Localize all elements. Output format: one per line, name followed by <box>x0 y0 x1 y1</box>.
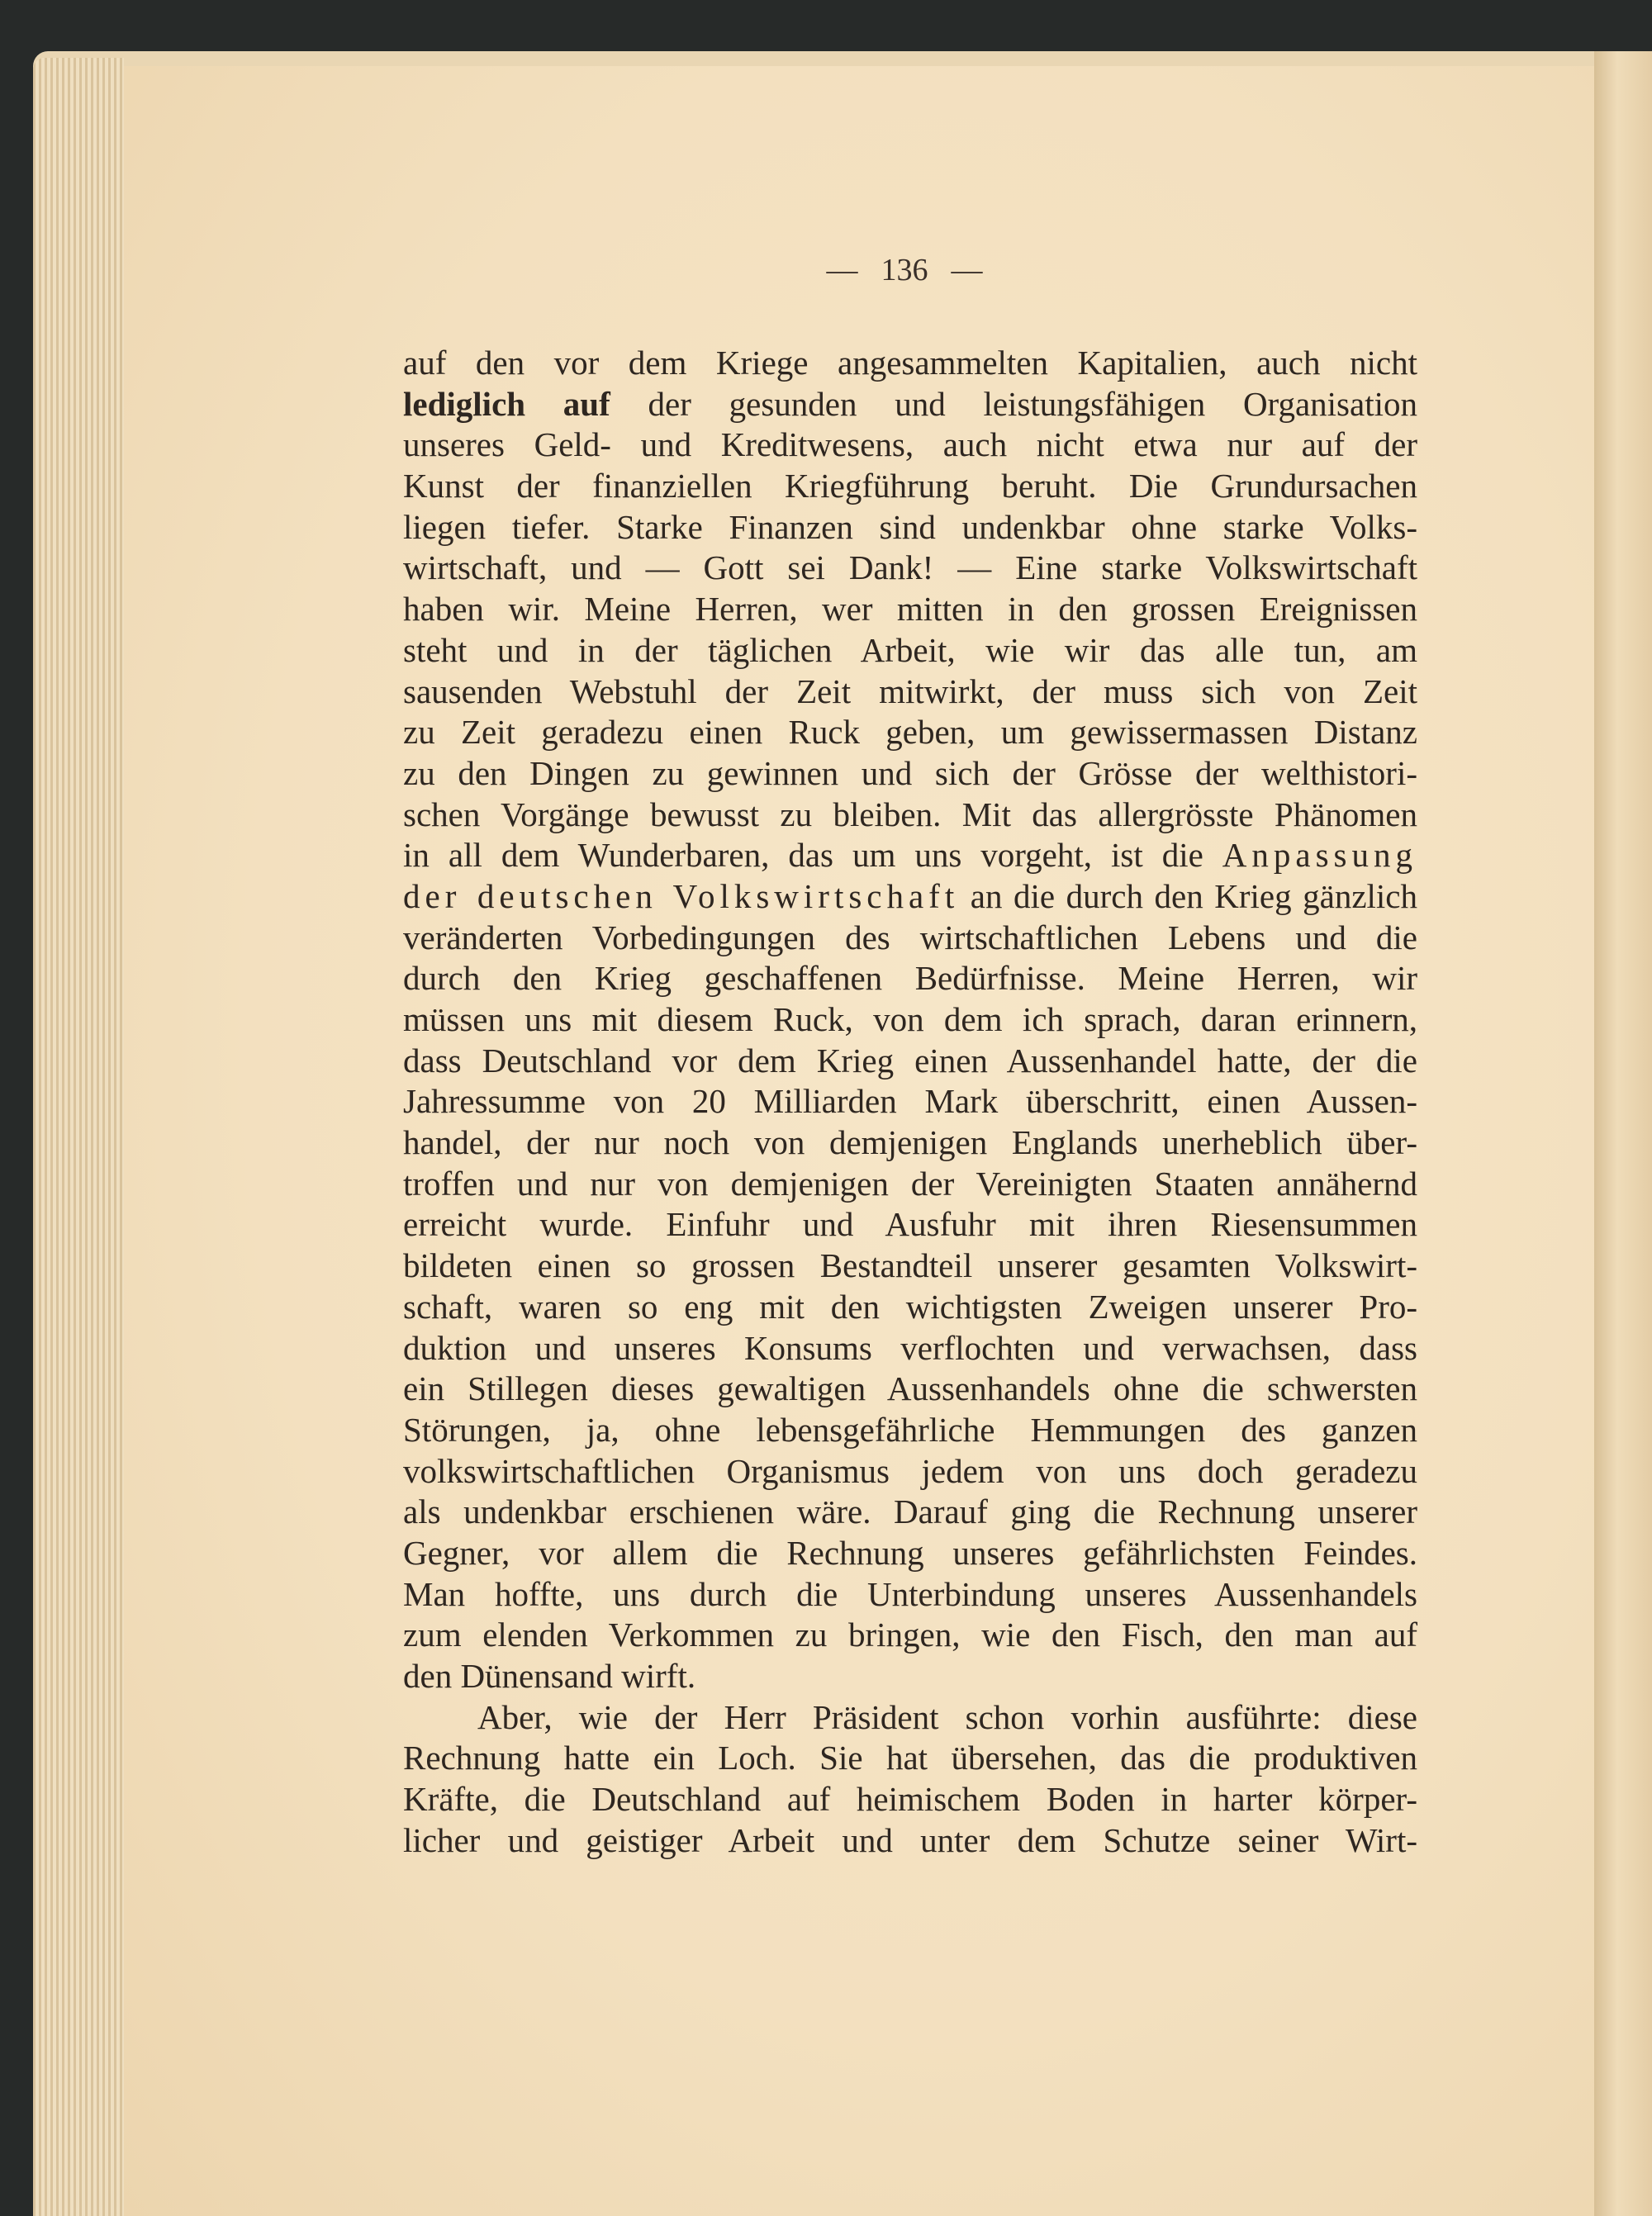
text-line <box>403 630 1417 671</box>
line-text: Man hoffte, uns durch die Unterbindung unseres Aussenhandels <box>403 1574 1417 1613</box>
line-text: Rechnung hatte ein Loch. Sie hat übersehen, das die produktiven <box>403 1739 1417 1777</box>
body-text <box>403 343 1417 1861</box>
line-text: an die durch den Krieg gänzlich <box>959 876 1417 915</box>
spaced-emphasis-text: Anpassung <box>1222 836 1417 875</box>
text-line <box>403 753 1417 795</box>
line-text: auf den vor dem Kriege angesammelten Kapitalien, auch nicht <box>403 344 1417 382</box>
line-text: Aber, wie der Herr Präsident schon vorhin ausführte: diese <box>477 1697 1417 1736</box>
line-text: in all dem Wunderbaren, das um uns vorgeht, ist die <box>403 836 1222 875</box>
text-line <box>403 1492 1417 1533</box>
text-line <box>403 999 1417 1041</box>
line-text: als undenkbar erschienen wäre. Darauf ging die Rechnung unserer <box>403 1492 1417 1531</box>
text-line <box>403 343 1417 384</box>
spaced-emphasis-text: der deutschen Volkswirtschaft <box>403 876 960 915</box>
text-line <box>403 1656 1417 1697</box>
text-line <box>403 1041 1417 1082</box>
line-text: steht und in der täglichen Arbeit, wie wir das alle tun, am <box>403 630 1417 669</box>
page-number: 136 <box>881 253 928 287</box>
line-text: sausenden Webstuhl der Zeit mitwirkt, der muss sich von Zeit <box>403 671 1417 710</box>
line-text: zu den Dingen zu gewinnen und sich der Grösse der welthistori- <box>403 753 1417 792</box>
text-line <box>403 589 1417 630</box>
line-text: wirtschaft, und — Gott sei Dank! — Eine starke Volkswirtschaft <box>403 548 1417 587</box>
text-line <box>403 958 1417 999</box>
line-text: zu Zeit geradezu einen Ruck geben, um gewissermassen Distanz <box>403 713 1417 752</box>
text-line <box>403 507 1417 548</box>
line-text: schen Vorgänge bewusst zu bleiben. Mit das allergrösste Phänomen <box>403 795 1417 833</box>
bold-text: lediglich auf <box>403 384 610 423</box>
line-text: volkswirtschaftlichen Organismus jedem von uns doch geradezu <box>403 1451 1417 1490</box>
text-line <box>403 876 1417 918</box>
text-line <box>403 1204 1417 1246</box>
line-text: den Dünensand wirft. <box>403 1657 696 1695</box>
line-text: Störungen, ja, ohne lebensgefährliche Hemmungen des ganzen <box>403 1410 1417 1449</box>
line-text: Kunst der finanziellen Kriegführung beruht. Die Grundursachen <box>403 467 1417 505</box>
text-line <box>403 1081 1417 1122</box>
text-line <box>403 835 1417 876</box>
text-line <box>403 671 1417 713</box>
line-text: veränderten Vorbedingungen des wirtschaftlichen Lebens und die <box>403 918 1417 956</box>
text-line <box>403 918 1417 959</box>
page-edges <box>33 58 124 2216</box>
line-text: liegen tiefer. Starke Finanzen sind undenkbar ohne starke Volks- <box>403 507 1417 546</box>
line-text: handel, der nur noch von demjenigen Englands unerheblich über- <box>403 1123 1417 1162</box>
line-text: unseres Geld- und Kreditwesens, auch nicht etwa nur auf der <box>403 425 1417 464</box>
line-text: Kräfte, die Deutschland auf heimischem Boden in harter körper- <box>403 1780 1417 1819</box>
line-text: bildeten einen so grossen Bestandteil unserer gesamten Volkswirt- <box>403 1246 1417 1285</box>
line-text: haben wir. Meine Herren, wer mitten in den grossen Ereignissen <box>403 590 1417 629</box>
line-text: müssen uns mit diesem Ruck, von dem ich sprach, daran erinnern, <box>403 1000 1417 1038</box>
line-text: duktion und unseres Konsums verflochten und verwachsen, dass <box>403 1328 1417 1367</box>
text-line <box>403 384 1417 425</box>
line-text: licher und geistiger Arbeit und unter dem Schutze seiner Wirt- <box>403 1820 1417 1859</box>
text-line <box>403 425 1417 466</box>
text-line <box>403 548 1417 589</box>
text-line <box>403 1820 1417 1862</box>
text-line <box>403 1369 1417 1410</box>
text-line <box>403 1574 1417 1616</box>
text-line <box>403 712 1417 753</box>
page-number-dash-right: — <box>951 253 983 287</box>
text-line <box>403 466 1417 507</box>
line-text: dass Deutschland vor dem Krieg einen Aussenhandel hatte, der die <box>403 1041 1417 1080</box>
text-line <box>403 795 1417 836</box>
page-number-header <box>78 252 1652 288</box>
text-line <box>403 1287 1417 1328</box>
text-line <box>403 1328 1417 1369</box>
text-line <box>403 1779 1417 1820</box>
line-text: troffen und nur von demjenigen der Vereinigten Staaten annähernd <box>403 1164 1417 1203</box>
text-line <box>403 1246 1417 1287</box>
text-line <box>403 1697 1417 1739</box>
page-number-dash-left: — <box>826 253 858 287</box>
line-text: Gegner, vor allem die Rechnung unseres gefährlichsten Feindes. <box>403 1533 1417 1572</box>
book-gutter <box>1594 51 1652 2216</box>
text-line <box>403 1410 1417 1451</box>
text-line <box>403 1164 1417 1205</box>
line-text: zum elenden Verkommen zu bringen, wie den Fisch, den man auf <box>403 1616 1417 1654</box>
text-line <box>403 1615 1417 1656</box>
line-text: Jahressumme von 20 Milliarden Mark überschritt, einen Aussen- <box>403 1082 1417 1121</box>
text-line <box>403 1451 1417 1492</box>
line-text: erreicht wurde. Einfuhr und Ausfuhr mit ihren Riesensummen <box>403 1205 1417 1244</box>
text-line <box>403 1533 1417 1574</box>
line-text: ein Stillegen dieses gewaltigen Aussenhandels ohne die schwersten <box>403 1369 1417 1408</box>
line-text: der gesunden und leistungsfähigen Organisation <box>610 384 1417 423</box>
line-text: schaft, waren so eng mit den wichtigsten Zweigen unserer Pro- <box>403 1287 1417 1326</box>
line-text: durch den Krieg geschaffenen Bedürfnisse. Meine Herren, wir <box>403 959 1417 998</box>
text-line <box>403 1738 1417 1779</box>
text-line <box>403 1122 1417 1164</box>
